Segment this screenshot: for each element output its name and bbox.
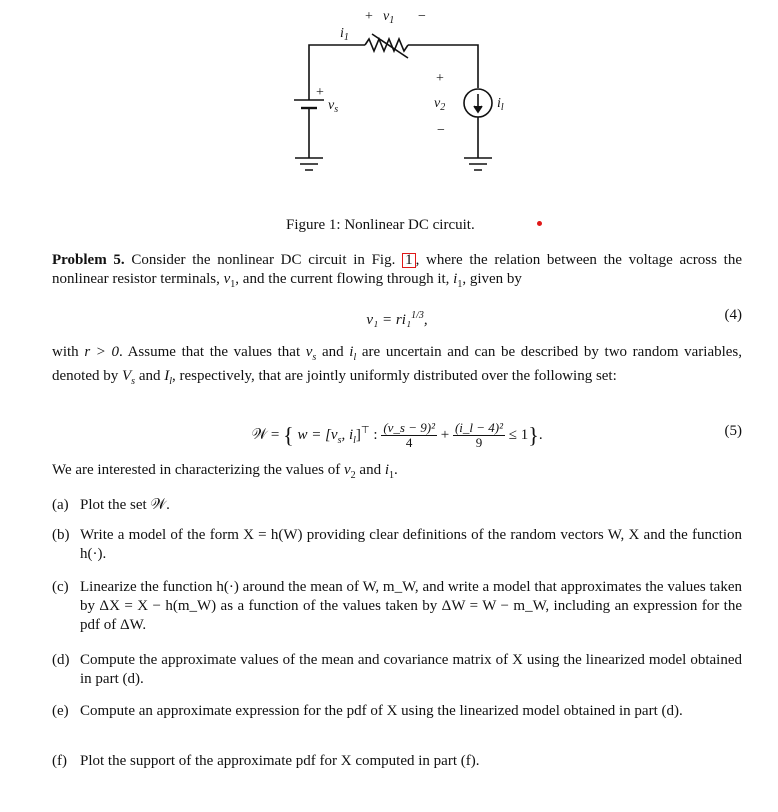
v1-plus-label: + <box>365 9 373 24</box>
il-label: $i_l$ <box>497 96 504 113</box>
equation-4: v₁ = ri₁$^{1/3}$, (4) <box>366 307 742 328</box>
ground-right <box>464 158 492 170</box>
part-a: (a) Plot the set 𝒲. <box>52 497 170 513</box>
problem-interest: We are interested in characterizing the values of $v_2$ and $i_1$. <box>52 462 398 481</box>
problem-heading: Problem 5. <box>52 252 125 268</box>
v1-label: $v_1$ <box>383 9 395 26</box>
v2-label: $v_2$ <box>434 96 446 113</box>
problem-parts <box>0 496 778 774</box>
part-d: (d) Compute the approximate values of the mean and covariance matrix of X using the linearized model obtained in part (d). <box>52 652 742 687</box>
vs-plus-label: + <box>316 85 324 100</box>
figure-reference-link[interactable]: 1 <box>402 253 416 268</box>
equation-number: (5) <box>724 423 742 439</box>
part-e: (e) Compute an approximate expression for the pdf of X using the linearized model obtained in part (d). <box>52 703 683 719</box>
vs-label: $v_s$ <box>328 98 339 115</box>
problem-intro: Problem 5. Consider the nonlinear DC circuit in Fig. 1 , where the relation between the voltage across the nonlinear resistor terminals, $v_1$, and the current flowing through it, $i_1$, given by <box>52 252 743 290</box>
equation-5: 𝒲 = { $w = [v_s$, $i_l]^⊤$ : $\frac{\text{(v\_s − 9)²}}{4}$ + $\frac{\text{(i\_l − 4)²}}{9}$ ≤ 1}. (5) <box>251 420 742 451</box>
ground-left <box>295 158 323 170</box>
figure-caption: Figure 1: Nonlinear DC circuit. <box>286 217 475 233</box>
v1-minus-label: − <box>418 9 426 24</box>
v2-plus-label: + <box>436 71 444 86</box>
annotation-marker <box>537 221 542 226</box>
equation-number: (4) <box>724 307 742 323</box>
nonlinear-resistor <box>365 39 408 51</box>
part-f: (f) Plot the support of the approximate pdf for X computed in part (f). <box>52 753 480 769</box>
i1-label: $i_1$ <box>340 26 349 43</box>
problem-paragraph-2: with r > 0. Assume that the values that $v_s$ and $i_l$ are uncertain and can be described by two random variables, denoted by $V_s$ and $I_l$, respectively, that are jointly uniformly distributed over the following set: <box>52 344 743 387</box>
part-b: (b) Write a model of the form X = h(W) providing clear definitions of the random vectors W, X and the function h(·). <box>52 527 742 562</box>
wire-left <box>309 45 365 86</box>
circuit-diagram <box>270 0 530 200</box>
v2-minus-label: − <box>437 123 445 138</box>
part-c: (c) Linearize the function h(·) around the mean of W, m_W, and write a model that approximates the values taken by ΔX = X − h(m_W) as a function of the values taken by ΔW = W − m_W, including an expression for the pdf of ΔW. <box>52 579 742 633</box>
